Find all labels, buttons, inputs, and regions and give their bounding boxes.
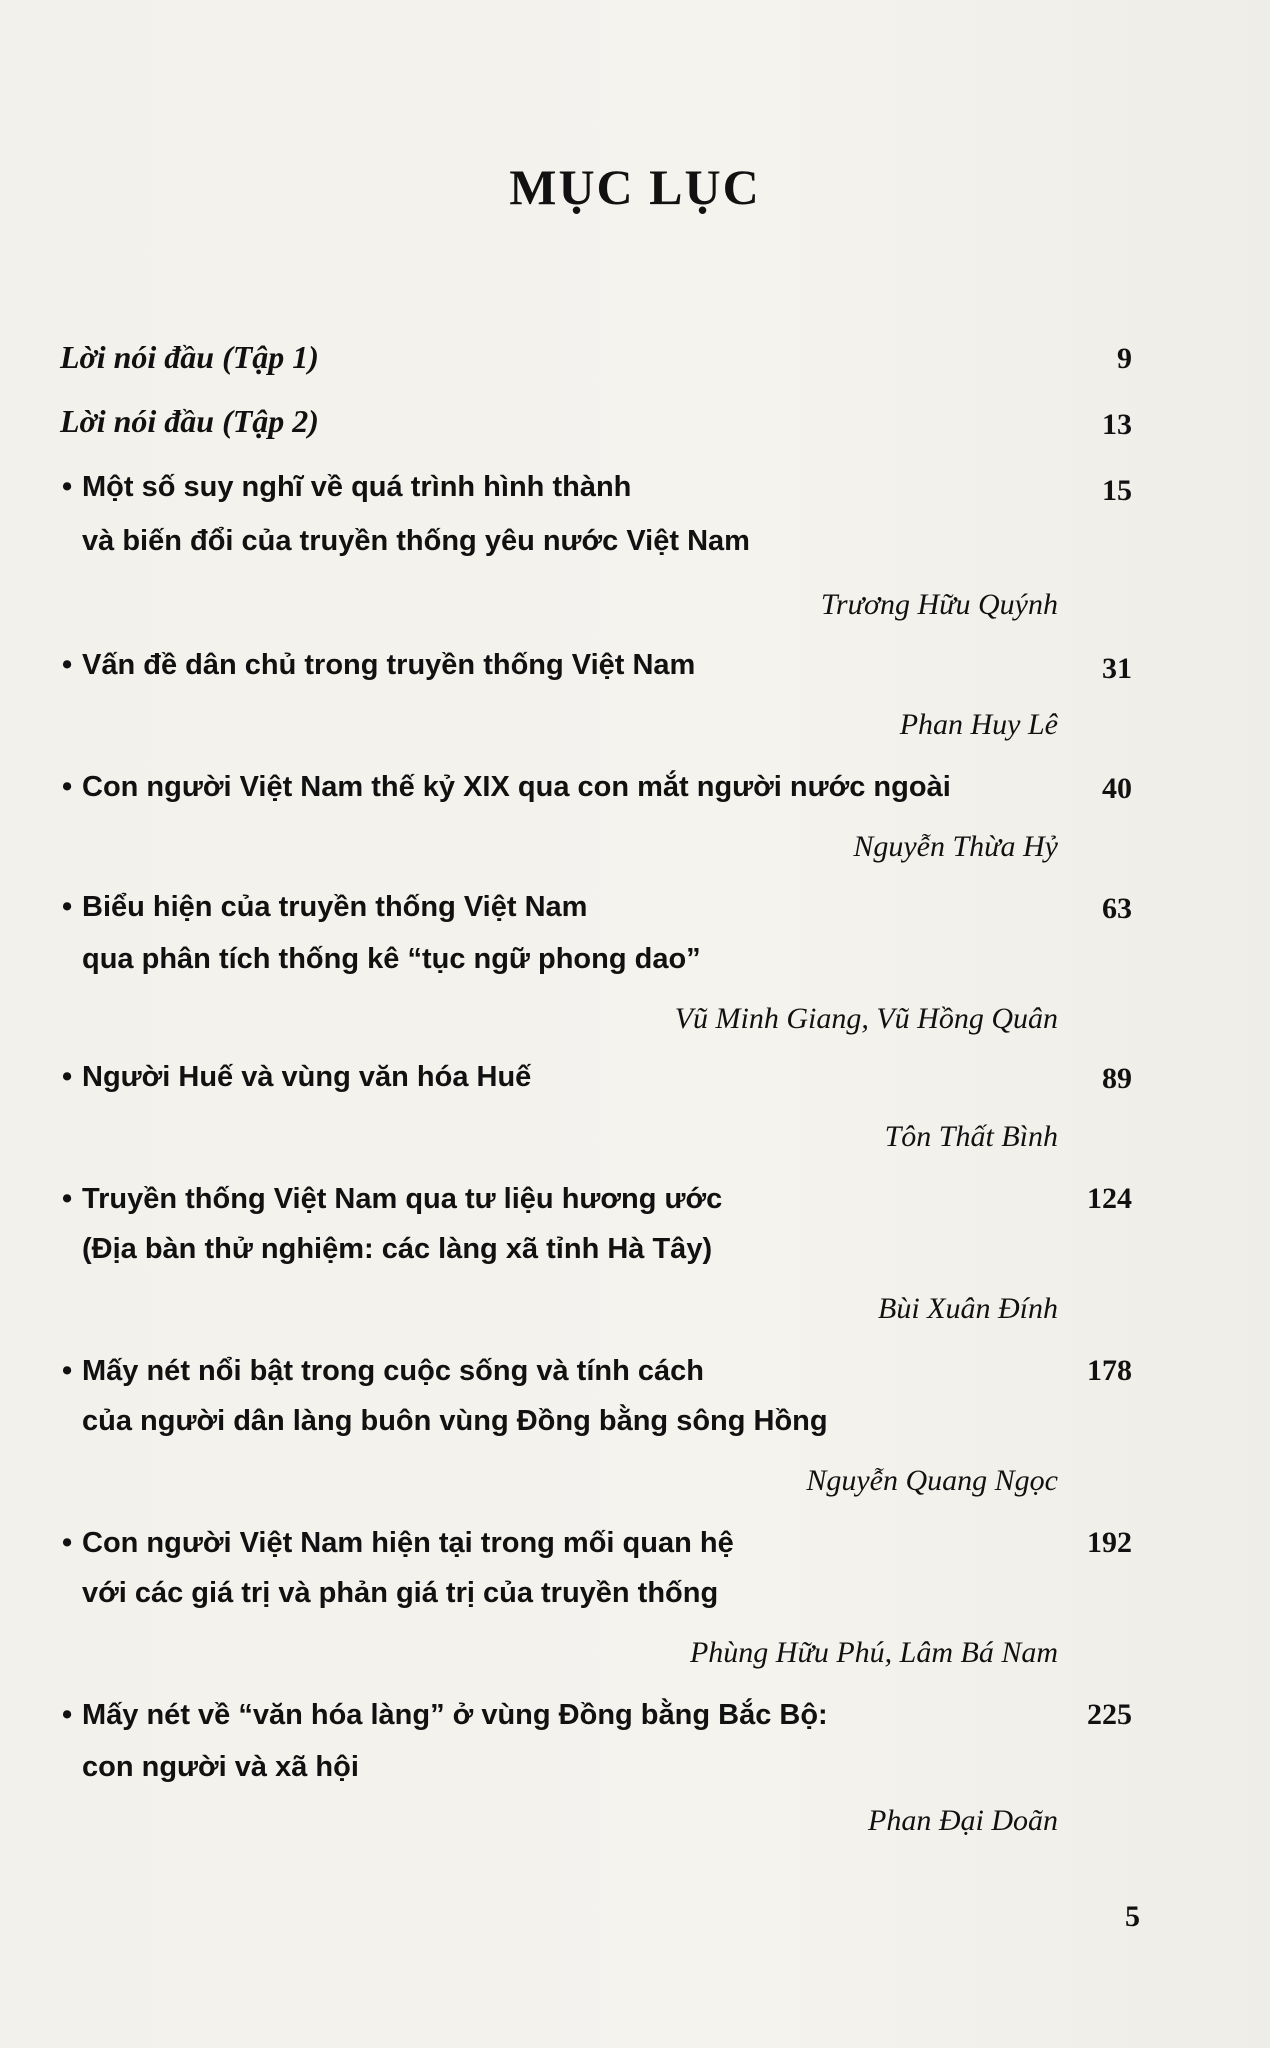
bullet-icon: • [62,1355,73,1387]
bullet-icon: • [62,1183,73,1215]
toc-entry-page-number: 192 [1087,1526,1132,1559]
toc-entry-line: Vấn đề dân chủ trong truyền thống Việt Nam [82,649,696,681]
toc-entry-page-number: 124 [1087,1182,1132,1215]
toc-entry-line: Biểu hiện của truyền thống Việt Nam [82,891,588,923]
toc-entry-line: của người dân làng buôn vùng Đồng bằng sông Hồng [82,1405,828,1437]
toc-entry-line: Truyền thống Việt Nam qua tư liệu hương ước [82,1183,723,1215]
toc-entry-line: Con người Việt Nam hiện tại trong mối quan hệ [82,1527,734,1559]
toc-entry-author: Phan Huy Lê [899,708,1058,741]
toc-entry-author: Bùi Xuân Đính [878,1292,1058,1325]
page-number: 5 [1125,1900,1140,1933]
toc-entry-line: Người Huế và vùng văn hóa Huế [82,1061,532,1093]
toc-entry-title [62,468,631,506]
bullet-icon: • [62,1061,73,1093]
toc-entry-line: và biến đổi của truyền thống yêu nước Việt Nam [82,525,750,557]
toc-entry-title [62,1696,828,1734]
toc-entry-author: Trương Hữu Quýnh [820,588,1058,621]
toc-entry-page-number: 89 [1102,1062,1132,1095]
toc-entry-line: Mấy nét nổi bật trong cuộc sống và tính cách [82,1355,704,1387]
preface-title: Lời nói đầu (Tập 2) [60,403,319,439]
toc-entry-line: qua phân tích thống kê “tục ngữ phong dao” [82,943,701,975]
toc-entry-author: Vũ Minh Giang, Vũ Hồng Quân [674,1002,1058,1035]
page-title: MỤC LỤC [509,159,761,215]
bullet-icon: • [62,771,73,803]
preface-page-number: 9 [1117,342,1132,375]
toc-entry-line: (Địa bàn thử nghiệm: các làng xã tỉnh Hà Tây) [82,1233,713,1265]
toc-entry-author: Nguyễn Quang Ngọc [806,1464,1058,1497]
bullet-icon: • [62,1699,73,1731]
toc-entry-page-number: 178 [1087,1354,1132,1387]
preface-title: Lời nói đầu (Tập 1) [60,339,319,375]
toc-entry-page-number: 31 [1102,652,1132,685]
toc-entry-line: Một số suy nghĩ về quá trình hình thành [82,471,632,503]
toc-entry-line: con người và xã hội [82,1751,359,1783]
toc-entry-line: Con người Việt Nam thế kỷ XIX qua con mắt người nước ngoài [82,771,951,803]
toc-entry-author: Phùng Hữu Phú, Lâm Bá Nam [689,1636,1058,1669]
toc-entry-title [62,768,951,806]
toc-entry-author: Nguyễn Thừa Hỷ [853,830,1058,863]
toc-entry-title [62,646,695,684]
toc-entry-title [62,1058,531,1096]
toc-entry-line: Mấy nét về “văn hóa làng” ở vùng Đồng bằng Bắc Bộ: [82,1699,828,1731]
toc-entry-author: Phan Đại Doãn [868,1804,1058,1837]
bullet-icon: • [62,649,73,681]
toc-entry-page-number: 63 [1102,892,1132,925]
toc-entry-author: Tôn Thất Bình [884,1120,1058,1153]
toc-entry-title [62,1524,734,1562]
toc-entry-page-number: 225 [1087,1698,1132,1731]
toc-entry-page-number: 40 [1102,772,1132,805]
toc-entry-title [62,888,587,926]
bullet-icon: • [62,471,73,503]
preface-page-number: 13 [1102,408,1132,441]
toc-entry-title [62,1352,704,1390]
bullet-icon: • [62,1527,73,1559]
toc-entry-line: với các giá trị và phản giá trị của truyền thống [82,1577,719,1609]
toc-entry-title [62,1180,722,1218]
bullet-icon: • [62,891,73,923]
toc-entry-page-number: 15 [1102,474,1132,507]
